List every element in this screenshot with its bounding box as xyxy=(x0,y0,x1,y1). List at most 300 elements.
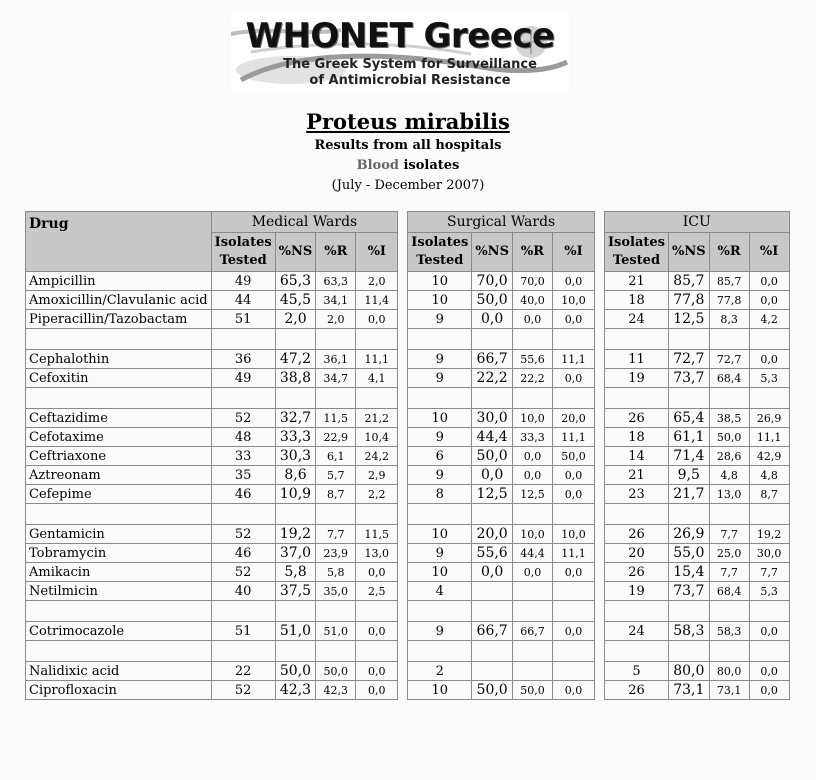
column-gap xyxy=(594,447,604,466)
med-ns-percent-cell: 51,0 xyxy=(275,622,316,641)
column-gap xyxy=(398,409,408,428)
med-isolates-tested-cell: 44 xyxy=(211,291,275,310)
drug-name-cell: Tobramycin xyxy=(26,544,212,563)
med-i-percent-cell: 10,4 xyxy=(356,428,398,447)
column-gap xyxy=(398,582,408,601)
surg-i-percent-cell: 0,0 xyxy=(552,485,594,504)
med-i-percent-cell: 0,0 xyxy=(356,662,398,681)
column-gap xyxy=(398,641,408,662)
column-gap xyxy=(594,272,604,291)
column-gap xyxy=(594,563,604,582)
isolates-tested-header: Isolates Tested xyxy=(604,233,668,272)
drug-name-cell: Amoxicillin/Clavulanic acid xyxy=(26,291,212,310)
column-gap xyxy=(398,504,408,525)
empty-cell xyxy=(316,329,356,350)
empty-cell xyxy=(211,504,275,525)
med-ns-percent-cell: 10,9 xyxy=(275,485,316,504)
med-i-percent-cell: 21,2 xyxy=(356,409,398,428)
med-ns-percent-cell: 45,5 xyxy=(275,291,316,310)
empty-cell xyxy=(749,601,789,622)
med-r-percent-cell: 50,0 xyxy=(316,662,356,681)
surg-i-percent-cell: 11,1 xyxy=(552,350,594,369)
surg-r-percent-cell: 44,4 xyxy=(512,544,552,563)
med-ns-percent-cell: 8,6 xyxy=(275,466,316,485)
icu-r-percent-cell: 68,4 xyxy=(709,582,749,601)
surg-isolates-tested-cell: 10 xyxy=(408,409,472,428)
column-gap xyxy=(398,272,408,291)
column-gap xyxy=(398,369,408,388)
column-gap xyxy=(594,641,604,662)
empty-cell xyxy=(604,388,668,409)
icu-isolates-tested-cell: 20 xyxy=(604,544,668,563)
icu-ns-percent-cell: 72,7 xyxy=(668,350,709,369)
table-row xyxy=(26,622,790,641)
column-gap xyxy=(398,681,408,700)
med-r-percent-cell: 5,7 xyxy=(316,466,356,485)
med-i-percent-cell: 0,0 xyxy=(356,310,398,329)
icu-i-percent-cell: 42,9 xyxy=(749,447,789,466)
i-percent-header: %I xyxy=(749,233,789,272)
med-ns-percent-cell: 32,7 xyxy=(275,409,316,428)
med-isolates-tested-cell: 52 xyxy=(211,409,275,428)
table-row xyxy=(26,681,790,700)
column-gap xyxy=(594,388,604,409)
group-header-row xyxy=(26,212,790,233)
surg-ns-percent-cell: 30,0 xyxy=(472,409,513,428)
surg-isolates-tested-cell: 6 xyxy=(408,447,472,466)
empty-cell xyxy=(472,329,513,350)
med-ns-percent-cell: 5,8 xyxy=(275,563,316,582)
icu-isolates-tested-cell: 26 xyxy=(604,525,668,544)
icu-ns-percent-cell: 77,8 xyxy=(668,291,709,310)
column-gap xyxy=(398,388,408,409)
empty-cell xyxy=(316,601,356,622)
drug-name-cell: Cefotaxime xyxy=(26,428,212,447)
drug-name-cell: Piperacillin/Tazobactam xyxy=(26,310,212,329)
column-gap xyxy=(398,447,408,466)
empty-cell xyxy=(275,388,316,409)
icu-i-percent-cell: 0,0 xyxy=(749,291,789,310)
table-row xyxy=(26,525,790,544)
surg-r-percent-cell: 70,0 xyxy=(512,272,552,291)
med-isolates-tested-cell: 51 xyxy=(211,622,275,641)
column-gap xyxy=(594,681,604,700)
column-gap xyxy=(594,601,604,622)
med-ns-percent-cell: 65,3 xyxy=(275,272,316,291)
surg-ns-percent-cell: 50,0 xyxy=(472,447,513,466)
surg-isolates-tested-cell: 4 xyxy=(408,582,472,601)
med-i-percent-cell: 0,0 xyxy=(356,681,398,700)
specimen-line xyxy=(0,156,816,176)
icu-isolates-tested-cell: 26 xyxy=(604,563,668,582)
med-isolates-tested-cell: 52 xyxy=(211,525,275,544)
logo-subtitle xyxy=(265,57,555,89)
column-gap xyxy=(594,291,604,310)
surg-i-percent-cell: 0,0 xyxy=(552,563,594,582)
icu-i-percent-cell: 4,2 xyxy=(749,310,789,329)
drug-name-cell: Aztreonam xyxy=(26,466,212,485)
icu-r-percent-cell: 25,0 xyxy=(709,544,749,563)
table-row xyxy=(26,409,790,428)
empty-cell xyxy=(26,641,212,662)
icu-i-percent-cell: 30,0 xyxy=(749,544,789,563)
surg-r-percent-cell: 10,0 xyxy=(512,525,552,544)
surg-ns-percent-cell: 66,7 xyxy=(472,622,513,641)
surg-ns-percent-cell xyxy=(472,662,513,681)
surg-ns-percent-cell: 0,0 xyxy=(472,466,513,485)
surg-i-percent-cell: 50,0 xyxy=(552,447,594,466)
empty-cell xyxy=(472,641,513,662)
surg-r-percent-cell: 66,7 xyxy=(512,622,552,641)
empty-cell xyxy=(709,504,749,525)
empty-cell xyxy=(709,388,749,409)
empty-cell xyxy=(408,601,472,622)
drug-name-cell: Cefoxitin xyxy=(26,369,212,388)
empty-cell xyxy=(275,641,316,662)
med-r-percent-cell: 11,5 xyxy=(316,409,356,428)
empty-cell xyxy=(552,329,594,350)
surg-r-percent-cell: 55,6 xyxy=(512,350,552,369)
organism-title: Proteus mirabilis xyxy=(306,109,510,134)
surg-isolates-tested-cell: 9 xyxy=(408,622,472,641)
surg-ns-percent-cell: 22,2 xyxy=(472,369,513,388)
empty-cell xyxy=(668,329,709,350)
med-r-percent-cell: 5,8 xyxy=(316,563,356,582)
surg-i-percent-cell: 10,0 xyxy=(552,525,594,544)
icu-r-percent-cell: 13,0 xyxy=(709,485,749,504)
icu-i-percent-cell: 5,3 xyxy=(749,582,789,601)
med-isolates-tested-cell: 36 xyxy=(211,350,275,369)
table-row xyxy=(26,428,790,447)
column-gap xyxy=(398,544,408,563)
med-i-percent-cell: 2,0 xyxy=(356,272,398,291)
surg-ns-percent-cell xyxy=(472,582,513,601)
r-percent-header: %R xyxy=(709,233,749,272)
whonet-greece-logo xyxy=(231,12,569,92)
surg-i-percent-cell: 11,1 xyxy=(552,428,594,447)
surg-r-percent-cell: 0,0 xyxy=(512,447,552,466)
column-gap xyxy=(594,525,604,544)
icu-isolates-tested-cell: 26 xyxy=(604,409,668,428)
empty-cell xyxy=(604,641,668,662)
surg-i-percent-cell xyxy=(552,582,594,601)
table-row xyxy=(26,582,790,601)
surg-ns-percent-cell: 55,6 xyxy=(472,544,513,563)
med-r-percent-cell: 7,7 xyxy=(316,525,356,544)
surg-isolates-tested-cell: 2 xyxy=(408,662,472,681)
table-row xyxy=(26,310,790,329)
table-row xyxy=(26,272,790,291)
med-ns-percent-cell: 42,3 xyxy=(275,681,316,700)
surg-ns-percent-cell: 44,4 xyxy=(472,428,513,447)
empty-cell xyxy=(316,388,356,409)
empty-cell xyxy=(275,601,316,622)
surg-isolates-tested-cell: 9 xyxy=(408,466,472,485)
med-isolates-tested-cell: 49 xyxy=(211,272,275,291)
icu-i-percent-cell: 11,1 xyxy=(749,428,789,447)
drug-name-cell: Ceftriaxone xyxy=(26,447,212,466)
table-body xyxy=(26,272,790,700)
empty-cell xyxy=(709,641,749,662)
column-gap xyxy=(398,485,408,504)
empty-cell xyxy=(472,601,513,622)
column-gap xyxy=(594,466,604,485)
icu-r-percent-cell: 50,0 xyxy=(709,428,749,447)
empty-cell xyxy=(749,641,789,662)
icu-r-percent-cell: 72,7 xyxy=(709,350,749,369)
icu-r-percent-cell: 80,0 xyxy=(709,662,749,681)
resistance-table xyxy=(25,211,790,700)
drug-name-cell: Amikacin xyxy=(26,563,212,582)
med-r-percent-cell: 36,1 xyxy=(316,350,356,369)
med-i-percent-cell: 2,9 xyxy=(356,466,398,485)
icu-ns-percent-cell: 55,0 xyxy=(668,544,709,563)
empty-cell xyxy=(749,388,789,409)
spacer-row xyxy=(26,329,790,350)
empty-cell xyxy=(552,641,594,662)
icu-r-percent-cell: 7,7 xyxy=(709,563,749,582)
drug-name-cell: Nalidixic acid xyxy=(26,662,212,681)
drug-name-cell: Ceftazidime xyxy=(26,409,212,428)
surg-ns-percent-cell: 20,0 xyxy=(472,525,513,544)
empty-cell xyxy=(408,504,472,525)
icu-r-percent-cell: 8,3 xyxy=(709,310,749,329)
surg-ns-percent-cell: 12,5 xyxy=(472,485,513,504)
column-gap xyxy=(594,622,604,641)
icu-ns-percent-cell: 15,4 xyxy=(668,563,709,582)
med-i-percent-cell: 2,2 xyxy=(356,485,398,504)
empty-cell xyxy=(211,601,275,622)
surg-isolates-tested-cell: 10 xyxy=(408,525,472,544)
column-gap xyxy=(594,428,604,447)
med-ns-percent-cell: 33,3 xyxy=(275,428,316,447)
empty-cell xyxy=(316,504,356,525)
med-ns-percent-cell: 19,2 xyxy=(275,525,316,544)
column-gap xyxy=(594,485,604,504)
empty-cell xyxy=(275,504,316,525)
drug-name-cell: Ampicillin xyxy=(26,272,212,291)
column-gap xyxy=(398,310,408,329)
med-ns-percent-cell: 30,3 xyxy=(275,447,316,466)
spacer-row xyxy=(26,641,790,662)
column-gap xyxy=(398,291,408,310)
med-r-percent-cell: 63,3 xyxy=(316,272,356,291)
icu-ns-percent-cell: 12,5 xyxy=(668,310,709,329)
icu-r-percent-cell: 28,6 xyxy=(709,447,749,466)
scope-text: Results from all hospitals xyxy=(314,138,502,153)
column-gap xyxy=(398,428,408,447)
empty-cell xyxy=(552,601,594,622)
surg-r-percent-cell: 22,2 xyxy=(512,369,552,388)
empty-cell xyxy=(512,329,552,350)
empty-cell xyxy=(668,388,709,409)
surg-i-percent-cell: 20,0 xyxy=(552,409,594,428)
empty-cell xyxy=(356,601,398,622)
icu-r-percent-cell: 77,8 xyxy=(709,291,749,310)
empty-cell xyxy=(668,641,709,662)
med-isolates-tested-cell: 48 xyxy=(211,428,275,447)
icu-r-percent-cell: 85,7 xyxy=(709,272,749,291)
icu-r-percent-cell: 38,5 xyxy=(709,409,749,428)
r-percent-header: %R xyxy=(512,233,552,272)
icu-i-percent-cell: 0,0 xyxy=(749,350,789,369)
i-percent-header: %I xyxy=(356,233,398,272)
surg-r-percent-cell: 12,5 xyxy=(512,485,552,504)
group-surgical-wards: Surgical Wards xyxy=(408,212,595,233)
surg-i-percent-cell: 0,0 xyxy=(552,622,594,641)
ns-percent-header: %NS xyxy=(668,233,709,272)
surg-isolates-tested-cell: 9 xyxy=(408,544,472,563)
med-isolates-tested-cell: 46 xyxy=(211,544,275,563)
empty-cell xyxy=(749,504,789,525)
med-isolates-tested-cell: 35 xyxy=(211,466,275,485)
column-gap xyxy=(594,504,604,525)
empty-cell xyxy=(604,329,668,350)
empty-cell xyxy=(668,504,709,525)
spacer-row xyxy=(26,601,790,622)
empty-cell xyxy=(356,504,398,525)
surg-isolates-tested-cell: 10 xyxy=(408,681,472,700)
surg-r-percent-cell: 33,3 xyxy=(512,428,552,447)
empty-cell xyxy=(472,388,513,409)
ns-percent-header: %NS xyxy=(275,233,316,272)
med-isolates-tested-cell: 22 xyxy=(211,662,275,681)
med-ns-percent-cell: 47,2 xyxy=(275,350,316,369)
column-gap xyxy=(594,662,604,681)
logo-subtitle-line1: The Greek System for Surveillance xyxy=(283,57,537,72)
med-i-percent-cell: 0,0 xyxy=(356,622,398,641)
empty-cell xyxy=(408,329,472,350)
surg-r-percent-cell: 40,0 xyxy=(512,291,552,310)
med-r-percent-cell: 34,7 xyxy=(316,369,356,388)
icu-isolates-tested-cell: 11 xyxy=(604,350,668,369)
empty-cell xyxy=(709,329,749,350)
isolates-tested-header: Isolates Tested xyxy=(211,233,275,272)
med-isolates-tested-cell: 49 xyxy=(211,369,275,388)
surg-isolates-tested-cell: 10 xyxy=(408,291,472,310)
med-i-percent-cell: 0,0 xyxy=(356,563,398,582)
empty-cell xyxy=(26,504,212,525)
empty-cell xyxy=(512,504,552,525)
empty-cell xyxy=(211,388,275,409)
icu-ns-percent-cell: 73,7 xyxy=(668,582,709,601)
spacer-row xyxy=(26,504,790,525)
scope-line xyxy=(0,136,816,156)
empty-cell xyxy=(275,329,316,350)
surg-isolates-tested-cell: 9 xyxy=(408,428,472,447)
specimen-rest: isolates xyxy=(398,158,460,173)
surg-ns-percent-cell: 0,0 xyxy=(472,310,513,329)
icu-i-percent-cell: 0,0 xyxy=(749,622,789,641)
icu-isolates-tested-cell: 24 xyxy=(604,310,668,329)
drug-column-header: Drug xyxy=(26,212,212,272)
icu-ns-percent-cell: 85,7 xyxy=(668,272,709,291)
icu-isolates-tested-cell: 5 xyxy=(604,662,668,681)
surg-isolates-tested-cell: 10 xyxy=(408,563,472,582)
med-isolates-tested-cell: 52 xyxy=(211,681,275,700)
icu-r-percent-cell: 68,4 xyxy=(709,369,749,388)
icu-r-percent-cell: 4,8 xyxy=(709,466,749,485)
drug-name-cell: Cephalothin xyxy=(26,350,212,369)
logo-title: WHONET Greece xyxy=(245,16,555,56)
surg-i-percent-cell: 10,0 xyxy=(552,291,594,310)
med-i-percent-cell: 2,5 xyxy=(356,582,398,601)
med-r-percent-cell: 22,9 xyxy=(316,428,356,447)
icu-r-percent-cell: 58,3 xyxy=(709,622,749,641)
med-r-percent-cell: 23,9 xyxy=(316,544,356,563)
icu-ns-percent-cell: 58,3 xyxy=(668,622,709,641)
drug-name-cell: Cotrimocazole xyxy=(26,622,212,641)
empty-cell xyxy=(408,388,472,409)
column-gap xyxy=(398,622,408,641)
table-row xyxy=(26,447,790,466)
med-r-percent-cell: 42,3 xyxy=(316,681,356,700)
icu-r-percent-cell: 7,7 xyxy=(709,525,749,544)
icu-isolates-tested-cell: 21 xyxy=(604,466,668,485)
spacer-row xyxy=(26,388,790,409)
empty-cell xyxy=(356,641,398,662)
icu-isolates-tested-cell: 18 xyxy=(604,291,668,310)
table-row xyxy=(26,563,790,582)
surg-ns-percent-cell: 50,0 xyxy=(472,681,513,700)
med-ns-percent-cell: 50,0 xyxy=(275,662,316,681)
icu-isolates-tested-cell: 19 xyxy=(604,369,668,388)
empty-cell xyxy=(512,601,552,622)
med-ns-percent-cell: 38,8 xyxy=(275,369,316,388)
med-i-percent-cell: 11,1 xyxy=(356,350,398,369)
i-percent-header: %I xyxy=(552,233,594,272)
surg-i-percent-cell xyxy=(552,662,594,681)
empty-cell xyxy=(316,641,356,662)
column-gap xyxy=(594,329,604,350)
specimen-word: Blood xyxy=(356,158,399,173)
surg-isolates-tested-cell: 8 xyxy=(408,485,472,504)
empty-cell xyxy=(26,388,212,409)
column-gap xyxy=(594,350,604,369)
icu-i-percent-cell: 0,0 xyxy=(749,662,789,681)
icu-isolates-tested-cell: 26 xyxy=(604,681,668,700)
icu-ns-percent-cell: 61,1 xyxy=(668,428,709,447)
surg-r-percent-cell xyxy=(512,662,552,681)
icu-i-percent-cell: 0,0 xyxy=(749,681,789,700)
med-r-percent-cell: 35,0 xyxy=(316,582,356,601)
icu-isolates-tested-cell: 14 xyxy=(604,447,668,466)
med-i-percent-cell: 11,4 xyxy=(356,291,398,310)
surg-r-percent-cell: 0,0 xyxy=(512,310,552,329)
icu-ns-percent-cell: 26,9 xyxy=(668,525,709,544)
med-isolates-tested-cell: 51 xyxy=(211,310,275,329)
column-gap xyxy=(398,329,408,350)
table-row xyxy=(26,466,790,485)
med-ns-percent-cell: 2,0 xyxy=(275,310,316,329)
table-row xyxy=(26,662,790,681)
empty-cell xyxy=(211,641,275,662)
empty-cell xyxy=(356,388,398,409)
med-ns-percent-cell: 37,0 xyxy=(275,544,316,563)
empty-cell xyxy=(709,601,749,622)
surg-i-percent-cell: 11,1 xyxy=(552,544,594,563)
surg-r-percent-cell: 0,0 xyxy=(512,466,552,485)
surg-ns-percent-cell: 66,7 xyxy=(472,350,513,369)
surg-ns-percent-cell: 0,0 xyxy=(472,563,513,582)
med-isolates-tested-cell: 46 xyxy=(211,485,275,504)
column-gap xyxy=(594,212,604,272)
med-isolates-tested-cell: 40 xyxy=(211,582,275,601)
icu-ns-percent-cell: 80,0 xyxy=(668,662,709,681)
icu-i-percent-cell: 5,3 xyxy=(749,369,789,388)
surg-i-percent-cell: 0,0 xyxy=(552,466,594,485)
drug-name-cell: Netilmicin xyxy=(26,582,212,601)
